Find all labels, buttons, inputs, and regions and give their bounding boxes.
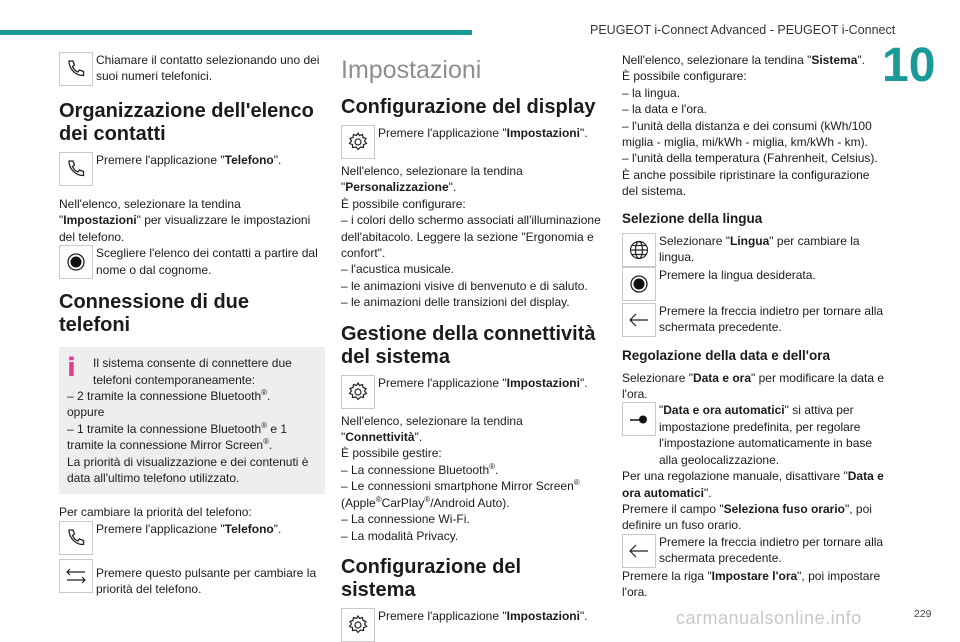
gear-icon	[341, 608, 375, 642]
step-text: Premere l'applicazione "Impostazioni".	[378, 126, 588, 140]
info-text-first: Il sistema consente di connettere due telefoni contemporaneamente:	[93, 356, 292, 387]
back-arrow-icon	[622, 303, 656, 337]
step-text: Scegliere l'elenco dei contatti a partire dal nome o dal cognome.	[96, 246, 318, 277]
radio-selected-icon	[622, 267, 656, 301]
display-step	[341, 125, 601, 159]
info-icon: i	[67, 353, 76, 384]
display-paragraph: Nell'elenco, selezionare la tendina "Personalizzazione".	[341, 164, 523, 195]
column-3	[622, 52, 884, 601]
step-text: Chiamare il contatto selezionando uno dei suoi numeri telefonici.	[96, 53, 320, 84]
list-item: – La connessione Bluetooth®.	[341, 461, 499, 477]
list-item: – La modalità Privacy.	[341, 528, 459, 543]
priority-step-2	[59, 559, 325, 598]
priority-intro: Per cambiare la priorità del telefono:	[59, 505, 252, 520]
section-title-system: Configurazione del sistema	[341, 555, 521, 601]
connectivity-can: È possibile gestire:	[341, 446, 442, 461]
toggle-on-icon	[622, 402, 656, 436]
step-text: "Data e ora automatici" si attiva per impostazione predefinita, per regolare l'impostazione automaticamente in base alla geolocalizzazione.	[659, 403, 873, 467]
chapter-number: 10	[882, 39, 936, 92]
list-item: – l'acustica musicale.	[341, 262, 455, 277]
connectivity-paragraph: Nell'elenco, selezionare la tendina "Connettività".	[341, 413, 523, 445]
priority-step-1	[59, 521, 325, 555]
section-title-settings: Impostazioni	[341, 56, 482, 84]
gear-icon	[341, 375, 375, 409]
list-item: – la data e l'ora.	[622, 102, 708, 117]
date-zone: Premere il campo "Seleziona fuso orario", poi definire un fuso orario.	[622, 501, 872, 533]
step-text: Premere l'applicazione "Impostazioni".	[378, 375, 588, 390]
phone-handset-icon	[59, 152, 93, 186]
org-step-1	[59, 152, 325, 186]
list-item: – La connessione Wi-Fi.	[341, 512, 470, 527]
language-step-3	[622, 303, 884, 337]
system-can: È possibile configurare:	[622, 69, 747, 84]
date-set-time: Premere la riga "Impostare l'ora", poi impostare l'ora.	[622, 568, 881, 600]
globe-icon	[622, 233, 656, 267]
column-2	[341, 52, 601, 642]
info-item: – 1 tramite la connessione Bluetooth® e 1 tramite la connessione Mirror Screen®.	[67, 420, 288, 453]
section-title-language: Selezione della lingua	[622, 210, 763, 226]
step-text: Premere questo pulsante per cambiare la priorità del telefono.	[96, 565, 317, 597]
system-paragraph: Nell'elenco, selezionare la tendina "Sistema".	[622, 53, 865, 67]
info-box	[59, 347, 325, 494]
phone-handset-icon	[59, 52, 93, 86]
list-item: – le animazioni delle transizioni del display.	[341, 295, 570, 310]
system-step	[341, 608, 601, 642]
list-item: – i colori dello schermo associati all'illuminazione dell'abitacolo. Leggere la sezione "Ergonomia e confort".	[341, 213, 601, 261]
date-paragraph: Selezionare "Data e ora" per modificare la data e l'ora.	[622, 370, 884, 402]
step-text: Premere l'applicazione "Impostazioni".	[378, 608, 588, 623]
list-item: – la lingua.	[622, 85, 681, 100]
step-text: Premere l'applicazione "Telefono".	[96, 521, 282, 536]
header-accent-bar	[0, 30, 472, 35]
gear-icon	[341, 125, 375, 159]
step-text: Premere l'applicazione "Telefono".	[96, 153, 282, 167]
connectivity-step	[341, 375, 601, 409]
info-text-last: La priorità di visualizzazione e dei contenuti è data all'ultimo telefono utilizzato.	[67, 454, 309, 486]
list-item: – le animazioni visive di benvenuto e di saluto.	[341, 278, 588, 293]
list-item: – l'unità della distanza e dei consumi (kWh/100 miglia - miglia, mi/kWh - miglia, km/kWh - km).	[622, 118, 872, 150]
section-title-display: Configurazione del display	[341, 96, 596, 118]
section-title-two-phones: Connessione di due telefoni	[59, 291, 250, 337]
display-can: È possibile configurare:	[341, 196, 466, 211]
language-step-1	[622, 233, 884, 267]
info-or: oppure	[67, 405, 105, 420]
section-title-organization: Organizzazione dell'elenco dei contatti	[59, 100, 314, 145]
date-manual: Per una regolazione manuale, disattivare "Data e ora automatici".	[622, 469, 884, 500]
watermark: carmanualsonline.info	[676, 608, 862, 628]
list-item: – l'unità della temperatura (Fahrenheit, Celsius).	[622, 151, 878, 166]
list-item: – Le connessioni smartphone Mirror Screen® (Apple®CarPlay®/Android Auto).	[341, 478, 580, 510]
step-text: Premere la lingua desiderata.	[659, 267, 816, 282]
swap-arrows-icon	[59, 559, 93, 593]
back-arrow-icon	[622, 534, 656, 568]
org-paragraph: Nell'elenco, selezionare la tendina "Impostazioni" per visualizzare le impostazioni del telefono.	[59, 197, 311, 244]
section-title-connectivity: Gestione della connettività del sistema	[341, 322, 596, 368]
system-reset: È anche possibile ripristinare la configurazione del sistema.	[622, 167, 870, 199]
org-step-2	[59, 245, 325, 279]
radio-selected-icon	[59, 245, 93, 279]
phone-handset-icon	[59, 521, 93, 555]
step-text: Premere la freccia indietro per tornare alla schermata precedente.	[659, 534, 884, 566]
date-back-step	[622, 534, 884, 568]
column-1	[59, 52, 325, 598]
section-title-date: Regolazione della data e dell'ora	[622, 347, 831, 363]
call-contact-step	[59, 52, 325, 86]
running-header: PEUGEOT i-Connect Advanced - PEUGEOT i-Connect	[590, 23, 896, 37]
language-step-2	[622, 267, 884, 301]
page-number: 229	[914, 608, 932, 620]
step-text: Premere la freccia indietro per tornare alla schermata precedente.	[659, 303, 884, 335]
step-text: Selezionare "Lingua" per cambiare la lingua.	[659, 233, 860, 265]
info-item: – 2 tramite la connessione Bluetooth®.	[67, 388, 271, 404]
date-auto-step	[622, 402, 884, 468]
